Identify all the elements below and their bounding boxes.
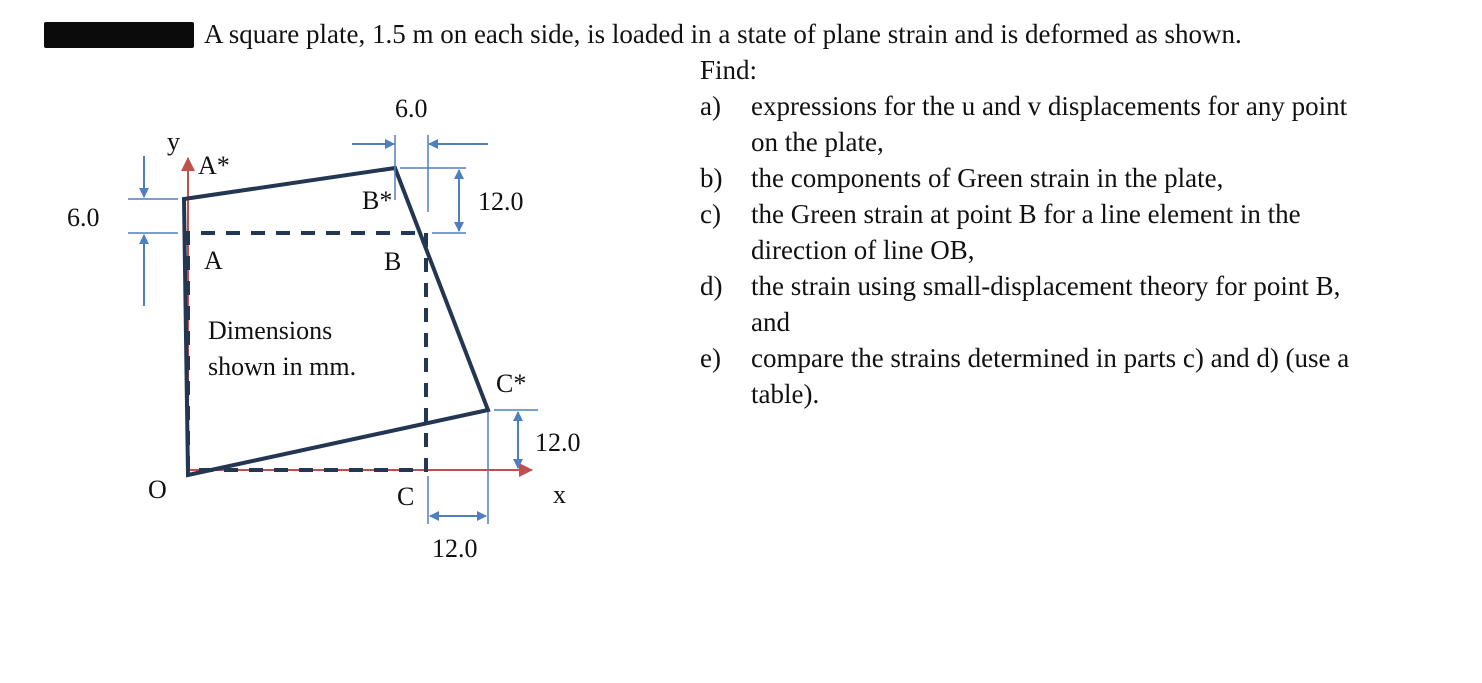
dimension-label-b-vertical: 12.0: [478, 187, 524, 216]
question-d: [700, 268, 1360, 340]
origin-label: O: [148, 475, 167, 504]
dimension-label-c-vertical: 12.0: [535, 428, 581, 457]
dimension-label-c-horizontal: 12.0: [432, 534, 478, 563]
question-text: expressions for the u and v displacements for any point on the plate,: [751, 91, 1348, 157]
dimensions-note-line-1: Dimensions: [208, 316, 333, 345]
dimensions-note-line-2: shown in mm.: [208, 352, 357, 381]
question-letter: d): [700, 271, 723, 301]
question-letter: b): [700, 163, 723, 193]
question-letter: e): [700, 343, 721, 373]
dimension-label-a-vertical: 6.0: [67, 203, 100, 232]
question-text: the Green strain at point B for a line element in the direction of line OB,: [751, 199, 1301, 265]
question-text: the strain using small-displacement theory for point B, and: [751, 271, 1341, 337]
y-axis-label: y: [167, 127, 180, 156]
problem-statement: A square plate, 1.5 m on each side, is loaded in a state of plane strain and is deformed as shown.: [204, 19, 1242, 49]
question-text: compare the strains determined in parts c) and d) (use a table).: [751, 343, 1350, 409]
dimension-label-b-horizontal: 6.0: [395, 94, 428, 123]
question-e: [700, 340, 1360, 412]
deformation-diagram: [0, 0, 690, 600]
point-b-star-label: B*: [362, 186, 393, 215]
question-c: [700, 196, 1360, 268]
point-c-label: C: [397, 482, 415, 511]
question-text: the components of Green strain in the plate,: [751, 163, 1224, 193]
question-letter: c): [700, 199, 721, 229]
find-label: Find:: [700, 55, 758, 85]
point-b-label: B: [384, 247, 402, 276]
question-list: [700, 88, 1360, 412]
point-a-label: A: [204, 246, 223, 275]
x-axis-label: x: [553, 480, 566, 509]
question-letter: a): [700, 91, 721, 121]
question-a: [700, 88, 1360, 160]
question-b: [700, 160, 1360, 196]
point-a-star-label: A*: [198, 151, 230, 180]
point-c-star-label: C*: [496, 369, 527, 398]
